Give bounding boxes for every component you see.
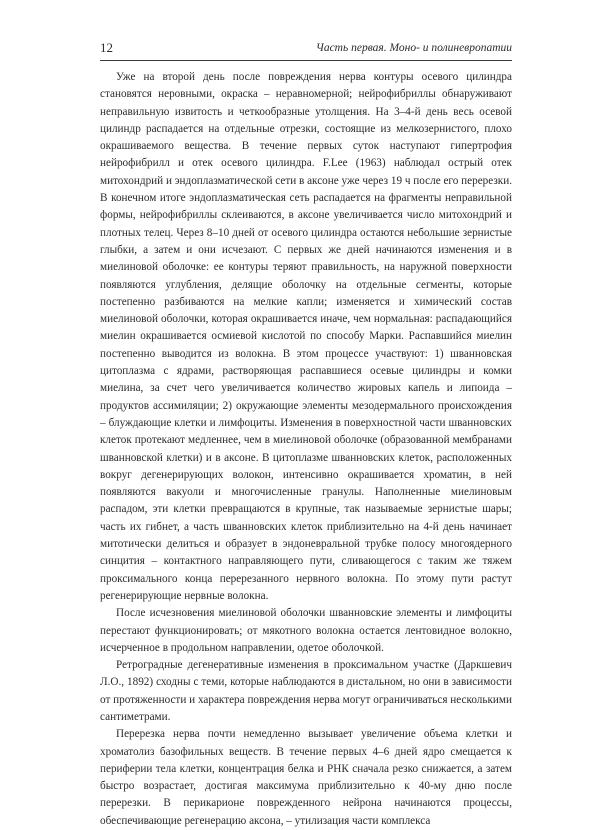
- running-head: Часть первая. Моно- и полиневропатии: [315, 42, 512, 54]
- body-text: [100, 69, 512, 830]
- header-rule: [100, 60, 512, 61]
- paragraph-2: После исчезновения миелиновой оболочки шванновские элементы и лимфоциты перестают функционировать; от мякотного волокна остается лентовидное волокно, исчерченное в продольном направлении, одетое оболочкой.: [100, 607, 512, 654]
- paragraph-1: Уже на второй день после повреждения нерва контуры осевого цилиндра становятся неровными, окраска – неравномерной; нейрофибриллы обнаруживают неправильную извитость и четкообразные утолщения. На 3–4-й день весь осевой цилиндр распадается на отдельные отрезки, состоящие из мелкозернистого, плохо окрашиваемого вещества. В течение первых суток наступают гипертрофия нейрофибрилл и отек осевого цилиндра. F.Lee (1963) наблюдал острый отек митохондрий и эндоплазматической сети в аксоне уже через 19 ч после его перерезки. В конечном итоге эндоплазматическая сеть распадается на фрагменты неправильной формы, нейрофибриллы склеиваются, в аксоне увеличивается число митохондрий и плотных телец. Через 8–10 дней от осевого цилиндра остаются небольшие зернистые глыбки, а затем и они исчезают. С первых же дней начинаются изменения и в миелиновой оболочке: ее контуры теряют правильность, на наружной поверхности появляются углубления, делящие оболочку на отдельные сегменты, которые постепенно разбиваются на мелкие капли; изменяется и химический состав миелиновой оболочки, которая окрашивается иначе, чем нормальная: распадающийся миелин окрашивается осмиевой кислотой по способу Марки. Распавшийся миелин постепенно выводится из волокна. В этом процессе участвуют: 1) шванновская цитоплазма с ядрами, растворяющая распавшиеся осевые цилиндры и комки миелина, за счет чего увеличивается количество жировых капель и липоида – продуктов ассимиляции; 2) окружающие элементы мезодермального происхождения – блуждающие клетки и лимфоциты. Изменения в поверхностной части шванновских клеток протекают медленнее, чем в миелиновой оболочке (образованной мембранами шванновской клетки) и в аксоне. В цитоплазме шванновских клеток, расположенных вокруг дегенерирующих волокон, интенсивно окрашивается хроматин, в ней появляются вакуоли и многочисленные гранулы. Наполненные миелиновым распадом, эти клетки превращаются в крупные, так называемые зернистые шары; часть их гибнет, а часть шванновских клеток приблизительно на 4-й день начинает митотически делиться и образует в эндоневральной трубке полосу многоядерного синцития – контактного направляющего пути, сливающегося с таким же тяжем проксимального конца перерезанного нервного волокна. По этому пути растут регенерирующие нервные волокна.: [100, 71, 512, 602]
- page-number: 12: [100, 40, 113, 55]
- paragraph-3: Ретроградные дегенеративные изменения в проксимальном участке (Даркшевич Л.О., 1892) сходны с теми, которые наблюдаются в дистальном, но они в зависимости от протяженности и характера повреждения нерва могут ограничиваться несколькими сантиметрами.: [100, 659, 512, 723]
- page-header: [100, 40, 512, 58]
- paragraph-4: Перерезка нерва почти немедленно вызывает увеличение объема клетки и хроматолиз базофильных веществ. В течение первых 4–6 дней ядро смещается к периферии тела клетки, концентрация белка и РНК сначала резко снижается, а затем быстро возрастает, достигая максимума приблизительно к 40-му дню после перерезки. В перикарионе поврежденного нейрона начинаются процессы, обеспечивающие регенерацию аксона, – утилизация части комплекса: [100, 728, 512, 827]
